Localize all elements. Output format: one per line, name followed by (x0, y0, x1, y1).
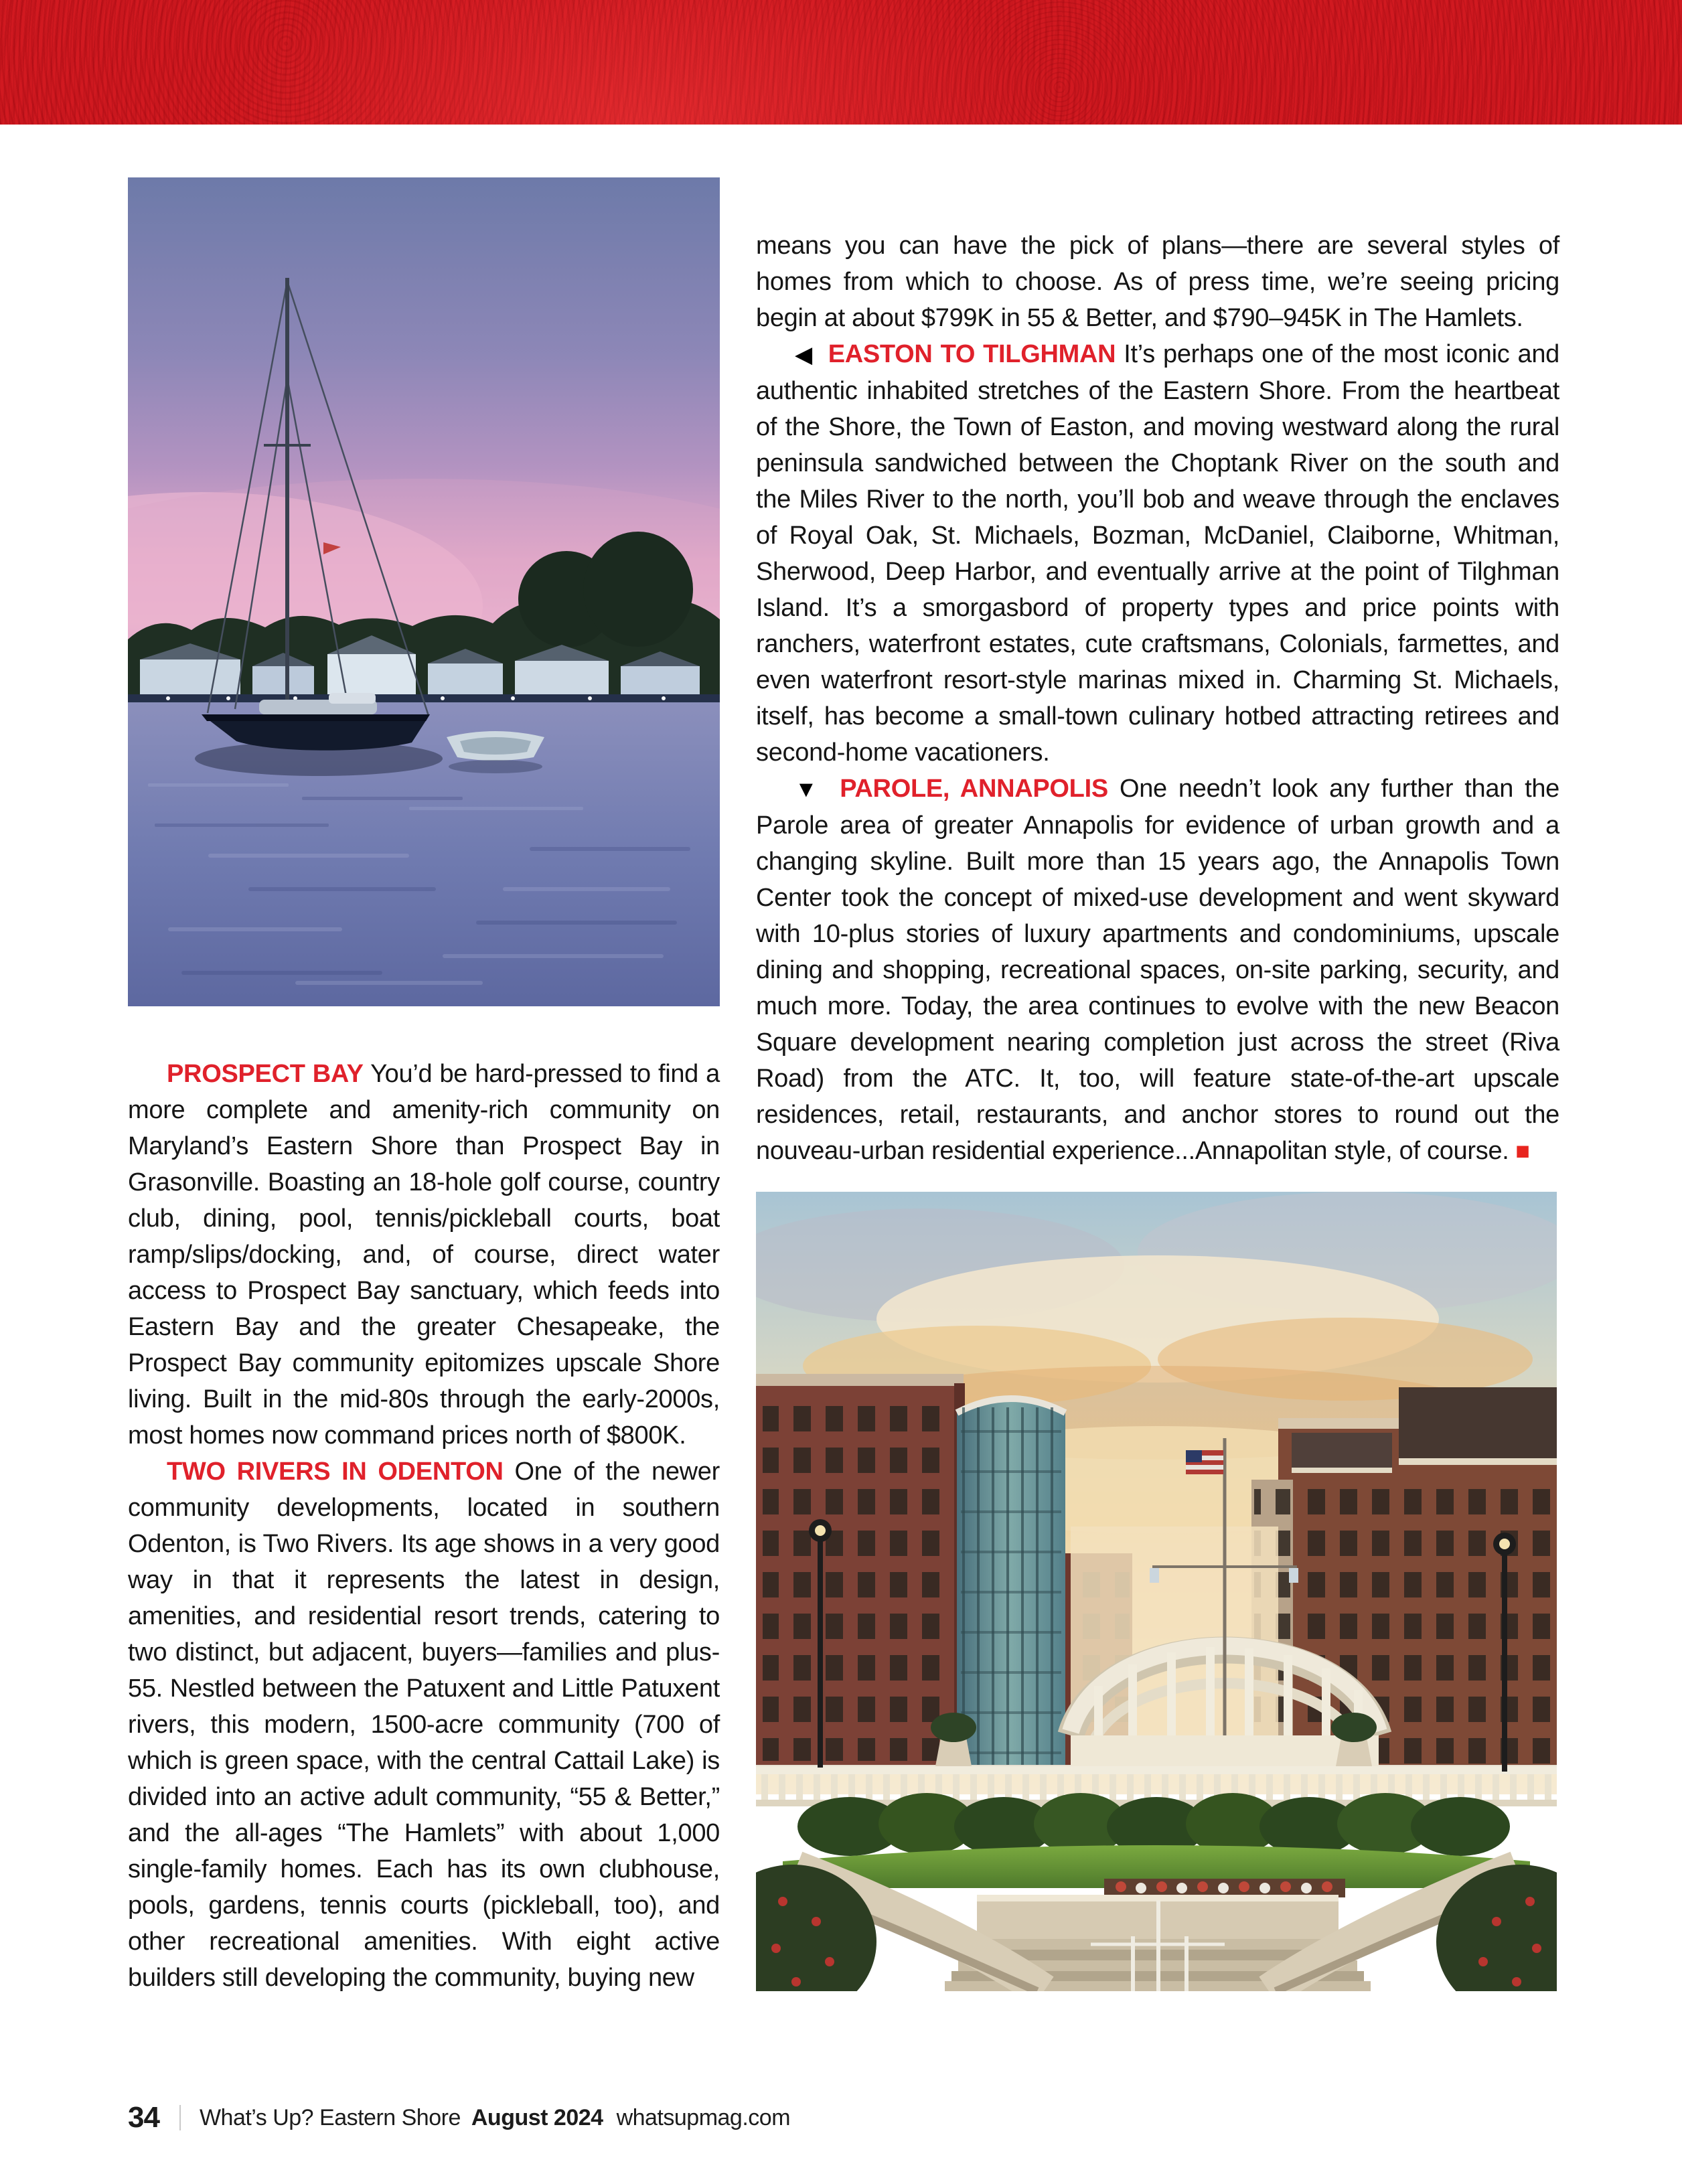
left-arrow-icon: ◀ (795, 342, 814, 368)
paragraph-text: means you can have the pick of plans—there are several styles of homes from which to choose. As of press time, we’re seeing pricing begin at about $799K in 55 & Better, and $790–945K in The Hamlets. (756, 232, 1559, 332)
section-head: PAROLE, ANNAPOLIS (840, 775, 1108, 803)
footer-issue: August 2024 (471, 2104, 603, 2130)
paragraph-text: One needn’t look any further than the Parole area of greater Annapolis for evidence of urban growth and a changing skyline. Built more than 15 years ago, the Annapolis Town Center took the concept of mixed-use development and went skyward with 10-plus stories of luxury apartments and condominiums, upscale dining and shopping, recreational spaces, on-site parking, security, and much more. Today, the area continues to evolve with the new Beacon Square development nearing completion just across the street (Riva Road) from the ATC. It, too, will feature state-of-the-art upscale residences, retail, restaurants, and anchor stores to round out the nouveau-urban residential experience...Annapolitan style, of course. (756, 775, 1559, 1165)
page-footer (128, 2101, 790, 2134)
town-center-photo (756, 1192, 1559, 1991)
footer-divider (179, 2105, 181, 2130)
paragraph-easton-to-tilghman (756, 336, 1559, 771)
footer-website: whatsupmag.com (616, 2104, 791, 2130)
paragraph-text: You’d be hard-pressed to find a more complete and amenity-rich community on Maryland’s Eastern Shore than Prospect Bay in Grasonville. Boasting an 18-hole golf course, country club, dining, pool, tennis/pickleball courts, boat ramp/slips/docking, and, of course, direct water access to Prospect Bay sanctuary, which feeds into Eastern Bay and the greater Chesapeake, the Prospect Bay community epitomizes upscale Shore living. Built in the mid-80s through the early-2000s, most homes now command prices north of $800K. (128, 1060, 720, 1450)
paragraph-two-rivers-in-odenton (128, 1454, 720, 1996)
sailboat-photo (128, 177, 720, 1006)
section-head: EASTON TO TILGHMAN (828, 340, 1116, 368)
left-column-text (128, 1056, 720, 1996)
masthead-red-band (0, 0, 1682, 125)
town-center-photo-graphic (756, 1192, 1557, 1991)
footer-magazine-title: What’s Up? Eastern Shore (199, 2104, 461, 2130)
page-number: 34 (128, 2101, 159, 2134)
right-column-text (756, 228, 1559, 1169)
sailboat-photo-graphic (128, 177, 720, 1006)
section-head: TWO RIVERS IN ODENTON (167, 1458, 504, 1486)
article-end-mark: ■ (1509, 1137, 1530, 1164)
paragraph-prospect-bay (128, 1056, 720, 1454)
right-column (756, 228, 1559, 1991)
down-arrow-icon: ▼ (795, 777, 822, 802)
paragraph-text: It’s perhaps one of the most iconic and authentic inhabited stretches of the Eastern Shore. From the heartbeat of the Shore, the Town of Easton, and moving westward along the rural peninsula sandwiched between the Choptank River on the south and the Miles River to the north, you’ll bob and weave through the enclaves of Royal Oak, St. Michaels, Bozman, McDaniel, Claiborne, Whitman, Sherwood, Deep Harbor, and eventually arrive at the point of Tilghman Island. It’s a smorgasbord of property types and price points with ranchers, waterfront estates, cute craftsmans, Colonials, farmettes, and even waterfront resort-style marinas mixed in. Charming St. Michaels, itself, has become a small-town culinary hotbed attracting retirees and second-home vacationers. (756, 340, 1559, 767)
left-column (128, 177, 720, 1996)
paragraph-parole-annapolis (756, 771, 1559, 1169)
section-head: PROSPECT BAY (167, 1060, 364, 1088)
paragraph-continued (756, 228, 1559, 336)
paragraph-text: One of the newer community developments, located in southern Odenton, is Two Rivers. Its age shows in a very good way in that it represents the latest in design, amenities, and residential resort trends, catering to two distinct, but adjacent, buyers—families and plus-55. Nestled between the Patuxent and Little Patuxent rivers, this modern, 1500-acre community (700 of which is green space, with the central Cattail Lake) is divided into an active adult community, “55 & Better,” and the all-ages “The Hamlets” with about 1,000 single-family homes. Each has its own clubhouse, pools, gardens, tennis courts (pickleball, too), and other recreational amenities. With eight active builders still developing the community, buying new (128, 1458, 720, 1992)
